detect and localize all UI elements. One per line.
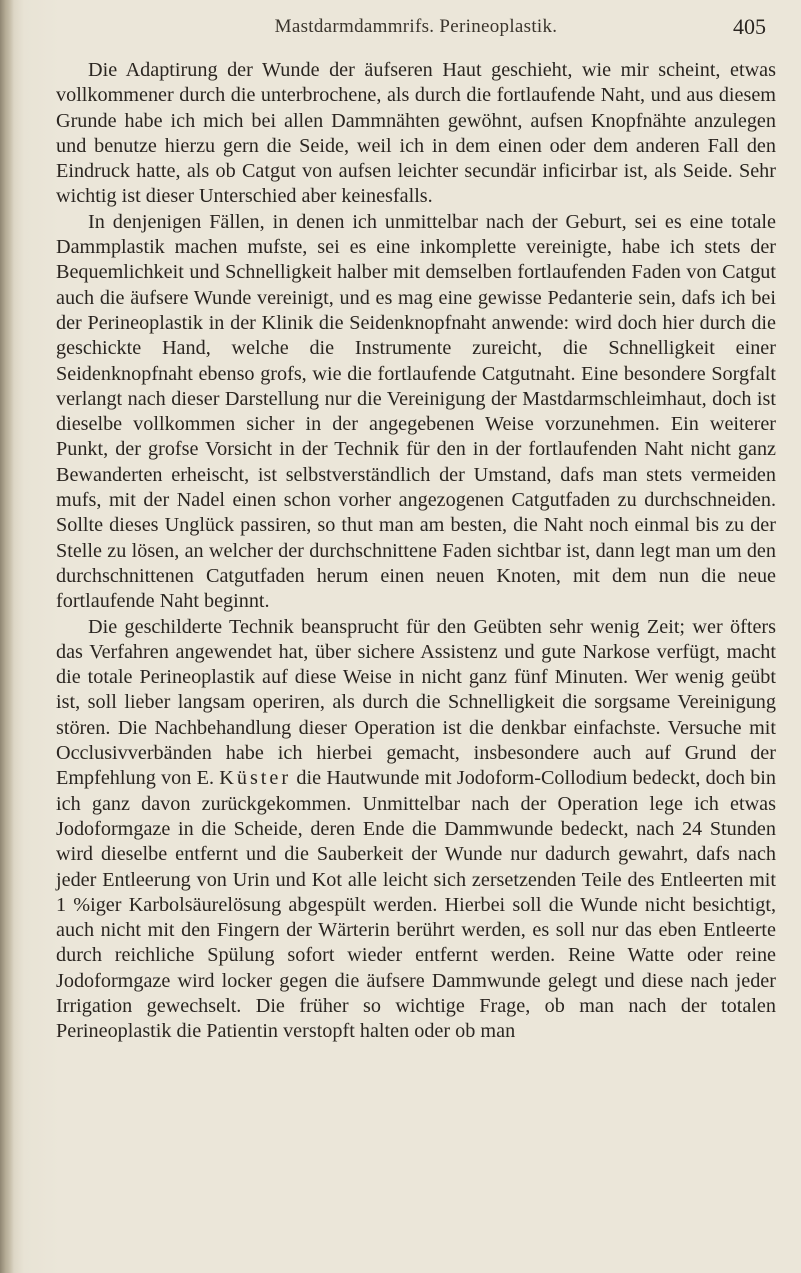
running-title: Mastdarmdammrifs. Perineoplastik. xyxy=(274,16,558,37)
page-number: 405 xyxy=(733,14,766,39)
page-gutter xyxy=(0,0,14,1273)
paragraph-aftercare xyxy=(56,615,776,1045)
page-header xyxy=(56,14,776,42)
aftercare-text-end: die Hautwunde mit Jodoform-Collodium bedeckt, doch bin ich ganz davon zurückgekommen. Unmittelbar nach der Operation lege ich etwas Jodoformgaze in die Scheide, deren Ende die Dammwunde bedeckt, nach 24 Stunden wird dieselbe entfernt und die Sauberkeit der Wunde nur dadurch gewahrt, dafs nach jeder Entleerung von Urin und Kot alle leicht sich zersetzenden Teile des Entleerten mit 1 %iger Karbolsäurelösung abgespült werden. Hierbei soll die Wunde nicht besichtigt, auch nicht mit den Fingern der Wärterin berührt werden, es soll nur das eben Entleerte durch reichliche Spülung sofort wieder entfernt werden. Reine Watte oder reine Jodoformgaze wird locker gegen die äufsere Dammwunde gelegt und diese nach jeder Irrigation gewechselt. Die früher so wichtige Frage, ob man nach der totalen Perineoplastik die Patientin verstopft halten oder ob man xyxy=(56,767,776,1043)
author-name: Küster xyxy=(219,767,292,790)
aftercare-text-start: Die geschilderte Technik beansprucht für den Geübten sehr wenig Zeit; wer öfters das Verfahren angewendet hat, über sichere Assistenz und gute Narkose verfügt, macht die totale Perineoplastik auf diese Weise in nicht ganz fünf Minuten. Wer wenig geübt ist, soll lieber langsam operiren, als durch die Schnelligkeit die sorgsame Vereinigung stören. Die Nachbehandlung dieser Operation ist die denkbar einfachste. Versuche mit Occlusivverbänden habe ich hierbei gemacht, insbesondere auch auf Grund der Empfehlung von E. xyxy=(56,615,776,790)
paragraph-suture-technique: In denjenigen Fällen, in denen ich unmittelbar nach der Geburt, sei es eine totale Dammplastik machen mufste, sei es eine inkomplette vereinigte, habe ich stets der Bequemlichkeit und Schnelligkeit halber mit demselben fortlaufenden Faden von Catgut auch die äufsere Wunde vereinigt, und es mag eine gewisse Pedanterie sein, dafs ich bei der Perineoplastik in der Klinik die Seidenknopfnaht anwende: wird doch hier durch die geschickte Hand, welche die Instrumente zureicht, die Schnelligkeit einer Seidenknopfnaht ebenso grofs, wie die fortlaufende Catgutnaht. Eine besondere Sorgfalt verlangt nach dieser Darstellung nur die Vereinigung der Mastdarmschleimhaut, doch ist dieselbe vollkommen sicher in der angegebenen Weise vorzunehmen. Ein weiterer Punkt, der grofse Vorsicht in der Technik für den in der fortlaufenden Naht nicht ganz Bewanderten erheischt, ist selbstverständlich der Umstand, dafs man stets vermeiden mufs, mit der Nadel einen schon vorher angezogenen Catgutfaden zu durchschneiden. Sollte dieses Unglück passiren, so thut man am besten, die Naht noch einmal bis zu der Stelle zu lösen, an welcher der durchschnittene Faden sichtbar ist, dann legt man um den durchschnittenen Catgutfaden herum einen neuen Knoten, mit dem nun die neue fortlaufende Naht beginnt. xyxy=(56,210,776,613)
body-text xyxy=(56,58,776,1045)
paragraph-adaptation: Die Adaptirung der Wunde der äufseren Haut geschieht, wie mir scheint, etwas vollkommener durch die unterbrochene, als durch die fortlaufende Naht, und aus diesem Grunde habe ich mich bei allen Dammnähten gewöhnt, aufsen Knopfnähte anzulegen und benutze hierzu gern die Seide, weil ich in dem einen oder dem anderen Fall den Eindruck hatte, als ob Catgut von aufsen leichter secundär inficirbar ist, als Seide. Sehr wichtig ist dieser Unterschied aber keinesfalls. xyxy=(56,59,776,208)
